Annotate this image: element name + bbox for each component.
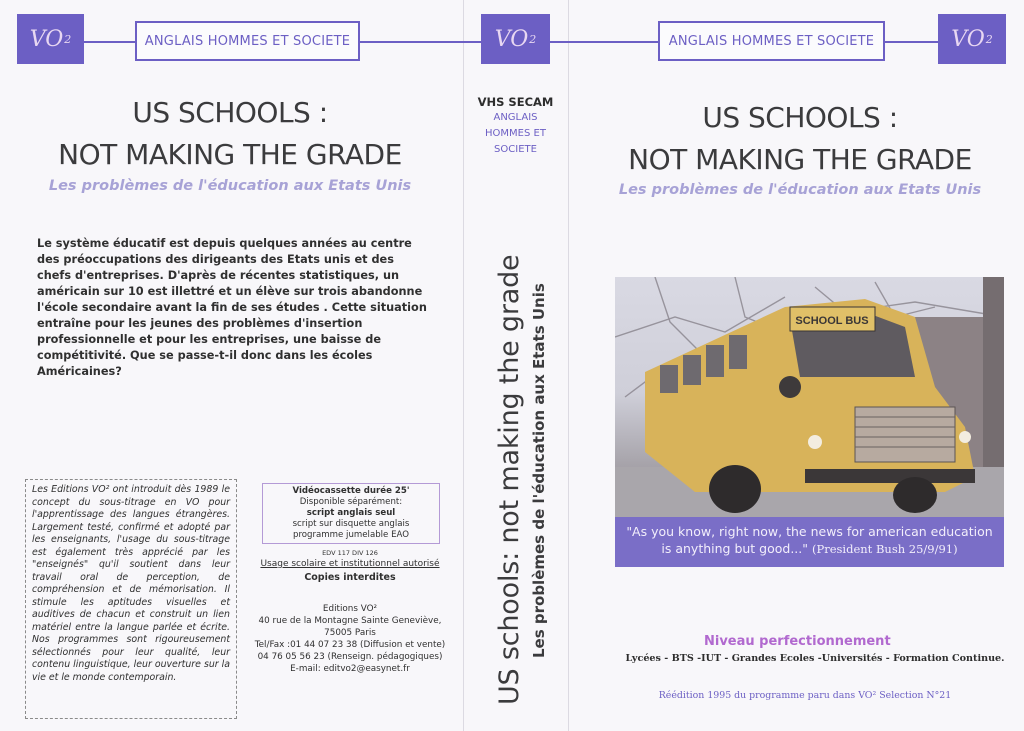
- publisher-block: Editions VO² 40 rue de la Montagne Sainte Geneviève, 75005 Paris Tel/Fax :01 44 07 23 38 (Diffusion et vente) 04 76 05 56 23 (Renseign. pédagogiques) E-mail: editvo2@easynet.fr: [254, 604, 446, 674]
- editions-text-box: Les Editions VO² ont introduit dès 1989 le concept du sous-titrage en VO pour l'apprentissage des langues étrangères. Largement testé, confirmé et adopté par les enseignants, l'usage du sous-titrage est également très apprécié par les "enseignés" qu'il soutient dans leur travail oral de perception, de compréhension et de mémorisation. Il stimule les aptitudes visuelles et auditives de chacun et construit un lien matériel entre la langue parlée et écrite. Nos programmes sont rigoureusement sélectionnés pour leur qualité, leur contenu linguistique, leur ouverture sur la vie et le monde contemporain.: [25, 479, 237, 719]
- spine-subtitle: Les problèmes de l'éducation aux Etats Unis: [530, 283, 548, 658]
- back-title: US SCHOOLS : NOT MAKING THE GRADE: [58, 96, 402, 171]
- usage-notice: Usage scolaire et institutionnel autorisé: [260, 559, 440, 569]
- quote-caption: "As you know, right now, the news for american education is anything but good..." (President Bush 25/9/91): [615, 517, 1004, 567]
- header-rule: [883, 41, 940, 43]
- spine-header: VHS SECAM ANGLAIS HOMMES ET SOCIETE: [477, 95, 554, 155]
- description-text: Le système éducatif est depuis quelques années au centre des préoccupations des dirigeants des Etats unis et des chefs d'entreprises. D'après de récentes statistiques, un américain sur 10 est illettré et un élève sur trois abandonne l'école secondaire avant la fin de ses études . Cette situation entraîne pour les jeunes des problèmes d'insertion professionnelle et pour les entreprises, une baisse de compétitivité. Que se passe-t-il donc dans les écoles Américaines?: [37, 237, 427, 378]
- series-banner-back: ANGLAIS HOMMES ET SOCIETE: [135, 21, 360, 61]
- level-label: Niveau perfectionnement: [704, 634, 891, 649]
- cassette-info-box: Vidéocassette durée 25' Disponible séparément: script anglais seul script sur disquette anglais programme jumelable EAO: [262, 483, 440, 544]
- spine-title: US schools: not making the grade: [494, 254, 525, 705]
- reedition-note: Réédition 1995 du programme paru dans VO² Selection N°21: [658, 690, 952, 701]
- audience-levels: Lycées - BTS -IUT - Grandes Ecoles -Universités - Formation Continue.: [625, 653, 1005, 664]
- front-subtitle: Les problèmes de l'éducation aux Etats Unis: [618, 182, 982, 198]
- bus-sign-text: SCHOOL BUS: [795, 315, 869, 327]
- header-rule: [358, 41, 481, 43]
- header-rule: [84, 41, 137, 43]
- front-title: US SCHOOLS : NOT MAKING THE GRADE: [628, 101, 972, 176]
- series-banner-front: ANGLAIS HOMMES ET SOCIETE: [658, 21, 885, 61]
- vo2-logo-spine: VO 2: [481, 14, 550, 64]
- header-rule: [550, 41, 660, 43]
- vo2-logo-back: VO 2: [17, 14, 84, 64]
- vo2-logo-front: VO 2: [938, 14, 1006, 64]
- back-subtitle: Les problèmes de l'éducation aux Etats Unis: [48, 178, 412, 194]
- reference-code: EDV 117 DIV 126: [322, 549, 378, 557]
- fold-line-right: [568, 0, 569, 731]
- fold-line-left: [463, 0, 464, 731]
- copies-notice: Copies interdites: [304, 572, 396, 583]
